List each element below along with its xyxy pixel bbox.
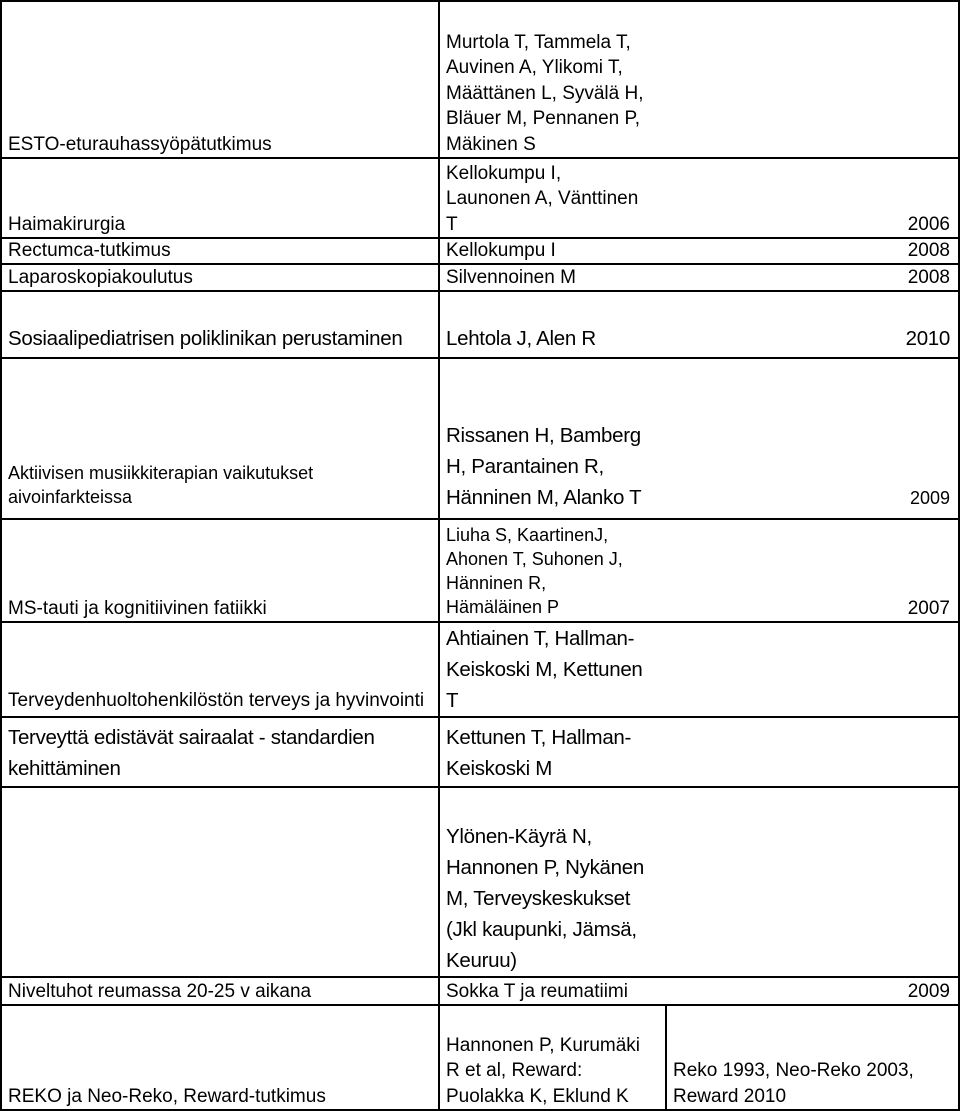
authors-cell: Silvennoinen M [446,266,576,288]
project-cell [2,788,438,976]
authors-cell: Kettunen T, Hallman- Keiskoski M [446,726,632,780]
project-cell: Niveltuhot reumassa 20-25 v aikana [8,980,312,1002]
authors-cell: Kellokumpu I [446,239,556,261]
year-cell: 2009 [909,488,950,508]
project-cell: ESTO-eturauhassyöpätutkimus [8,133,272,155]
project-cell: Rectumca-tutkimus [8,239,171,261]
project-cell: MS-tauti ja kognitiivinen fatiikki [8,597,267,619]
year-cell: 2008 [907,239,950,261]
project-cell: Sosiaalipediatrisen poliklinikan perustaminen [8,327,403,350]
authors-cell: Lehtola J, Alen R [446,327,596,350]
year-cell [800,623,958,716]
year-cell [800,788,958,976]
project-cell: REKO ja Neo-Reko, Reward-tutkimus [8,1085,326,1107]
authors-cell: Sokka T ja reumatiimi [446,980,628,1002]
authors-cell: Murtola T, Tammela T, Auvinen A, Ylikomi T, Määttänen L, Syvälä H, Bläuer M, Pennanen P, Mäkinen S [446,31,644,155]
year-cell [800,718,958,784]
year-cell [800,2,958,157]
project-cell: Terveydenhuoltohenkilöstön terveys ja hyvinvointi [8,689,425,711]
year-cell: 2007 [907,597,950,619]
authors-cell: Ahtiainen T, Hallman- Keiskoski M, Kettunen T [446,627,643,712]
year-cell: 2009 [907,980,950,1002]
project-cell: Terveyttä edistävät sairaalat - standardien kehittäminen [8,726,375,780]
project-cell: Aktiivisen musiikkiterapian vaikutukset aivoinfarkteissa [8,463,314,507]
year-cell: 2010 [905,327,950,350]
authors-cell: Ylönen-Käyrä N, Hannonen P, Nykänen M, Terveyskeskukset (Jkl kaupunki, Jämsä, Keuruu) [446,825,644,972]
year-cell: Reko 1993, Neo-Reko 2003, Reward 2010 [673,1060,914,1107]
authors-cell: Kellokumpu I, Launonen A, Vänttinen T [446,162,639,235]
year-cell: 2008 [907,266,950,288]
year-cell: 2006 [907,213,950,235]
project-cell: Haimakirurgia [8,213,126,235]
authors-cell: Liuha S, KaartinenJ, Ahonen T, Suhonen J, Hänninen R, Hämäläinen P [446,525,623,617]
authors-cell: Hannonen P, Kurumäki R et al, Reward: Puolakka K, Eklund K [446,1034,640,1107]
project-cell: Laparoskopiakoulutus [8,266,193,288]
authors-cell: Rissanen H, Bamberg H, Parantainen R, Hänninen M, Alanko T [446,424,642,509]
